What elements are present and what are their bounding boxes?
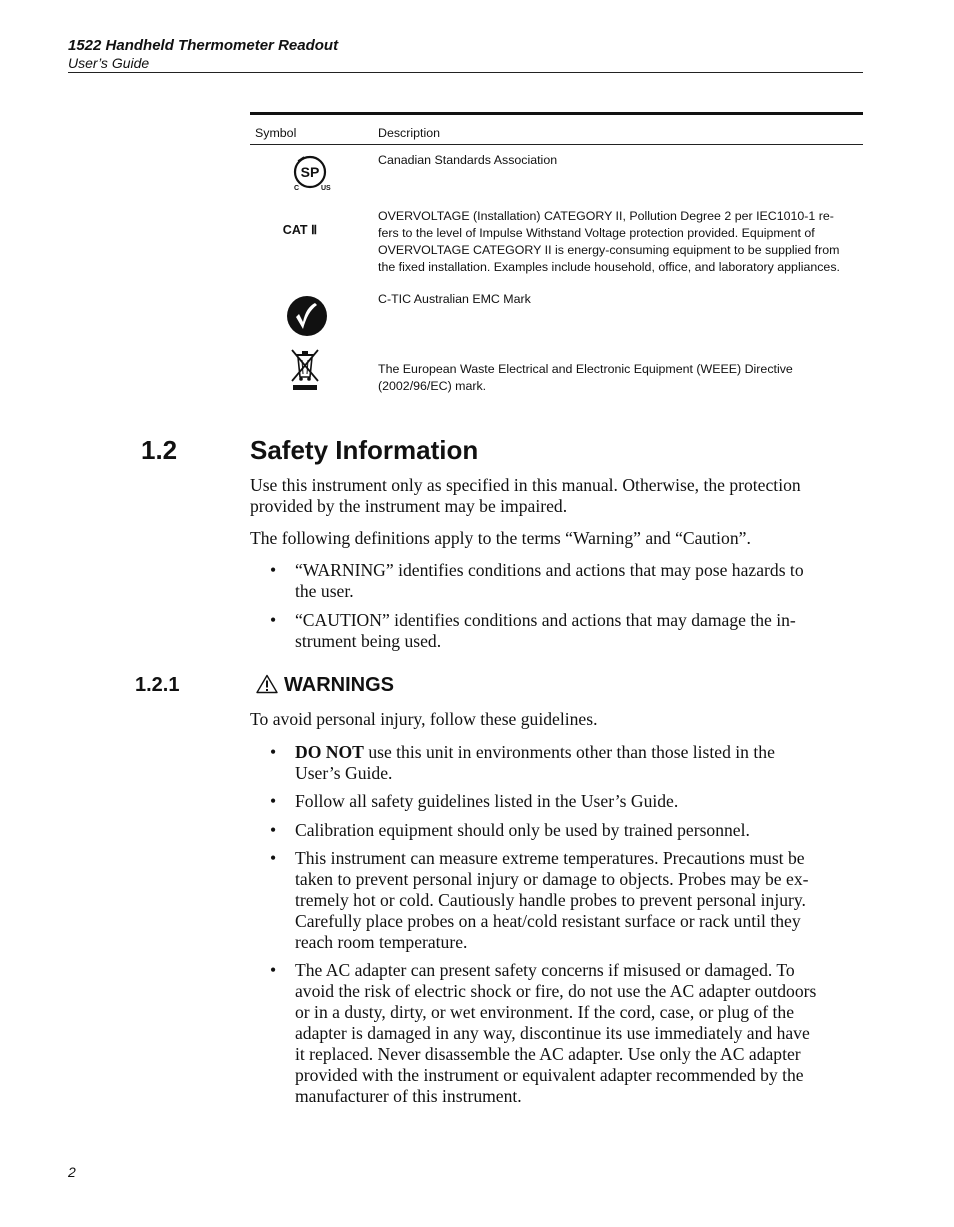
c-tick-mark-icon [250, 294, 370, 338]
warning-triangle-icon [256, 674, 280, 696]
page-number: 2 [68, 1164, 76, 1180]
subsection-heading [256, 672, 394, 698]
header-rule [68, 72, 863, 73]
section-paragraph-2: The following definitions apply to the terms “Warning” and “Caution”. [250, 528, 751, 548]
cat-ii-label-icon [250, 222, 370, 239]
running-header [68, 37, 863, 71]
svg-text:US: US [321, 185, 331, 192]
bullet-dot: • [270, 610, 277, 630]
bullet-dot: • [270, 791, 277, 811]
warnings-intro: To avoid personal injury, follow these guidelines. [250, 709, 598, 729]
bullet-dot: • [270, 848, 277, 868]
subsection-number: 1.2.1 [135, 674, 180, 696]
section-title: Safety Information [250, 435, 479, 465]
bullet-dot: • [270, 560, 277, 580]
cat-ii-label: CAT Ⅱ [282, 223, 318, 237]
svg-text:SP: SP [300, 164, 320, 180]
column-header-description: Description [378, 126, 440, 140]
document-title: 1522 Handheld Thermometer Readout [68, 37, 339, 54]
section-number: 1.2 [141, 435, 178, 465]
row-description: C-TIC Australian EMC Mark [378, 292, 531, 306]
symbol-table [250, 112, 863, 393]
bullet-dot: • [270, 960, 277, 980]
subsection-title: WARNINGS [284, 674, 394, 696]
weee-crossed-bin-icon [250, 347, 370, 391]
row-description: The European Waste Electrical and Electronic Equipment (WEEE) Directive (2002/96/EC) mark. [378, 362, 793, 393]
table-header-row [250, 115, 863, 145]
section-paragraph-1: Use this instrument only as specified in this manual. Otherwise, the protection provided by the instrument may be impaired. [250, 475, 801, 516]
bullet-dot: • [270, 820, 277, 840]
bullet-dot: • [270, 742, 277, 762]
document-subtitle: User’s Guide [68, 55, 150, 71]
svg-text:C: C [294, 185, 300, 192]
column-header-symbol: Symbol [255, 126, 297, 140]
csa-certification-mark-icon [250, 153, 370, 193]
row-description: OVERVOLTAGE (Installation) CATEGORY II, Pollution Degree 2 per IEC1010-1 re- fers to the level of Impulse Withstand Voltage protection provided. Equipment of OVERVOLTAGE CATEGORY II is energy-consuming equipment to be supplied from the fixed installation. Examples include household, office, and laboratory appliances. [378, 209, 840, 274]
row-description: Canadian Standards Association [378, 153, 558, 167]
